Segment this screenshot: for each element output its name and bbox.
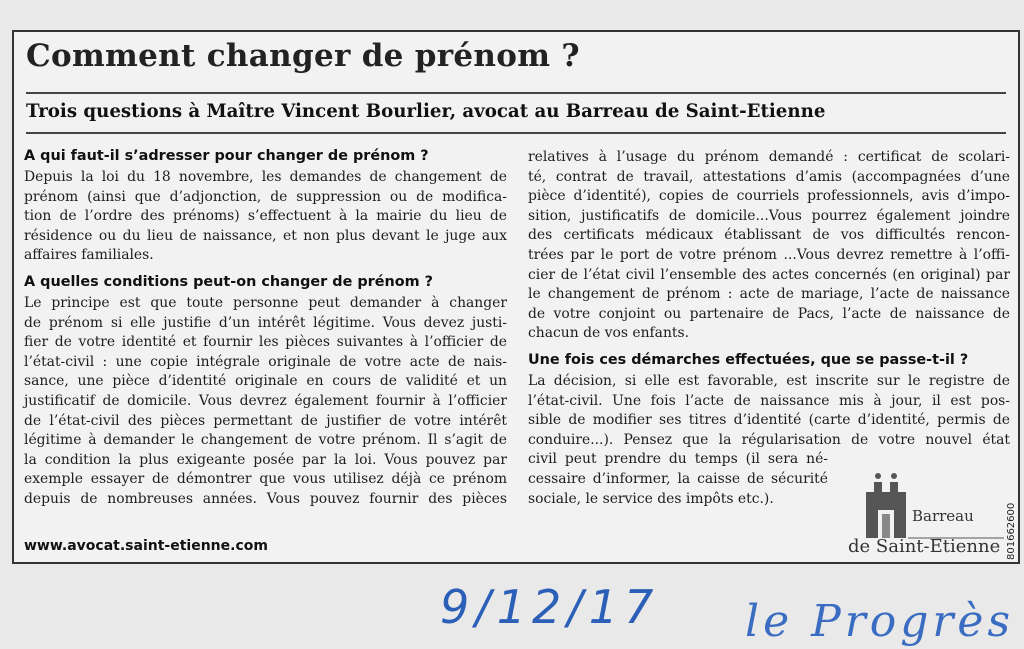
logo-text-city: de Saint-Etienne bbox=[848, 536, 1001, 557]
text-line: résidence ou du lieu de naissance, et non plus devant le juge aux bbox=[24, 227, 507, 244]
text-line: l’état-civil : une copie intégrale originale de votre acte de nais- bbox=[24, 353, 507, 370]
text-line: tion de l’ordre des prénoms) s’effectuent à la mairie du lieu de bbox=[24, 208, 507, 225]
text-line: l’état-civil. Une fois l’acte de naissance mis à jour, il est pos- bbox=[528, 392, 1010, 409]
text-line: depuis de nombreuses années. Vous pouvez fournir des pièces bbox=[24, 490, 507, 507]
text-line: de l’état-civil des pièces permettant de justifier de votre intérêt bbox=[24, 412, 507, 429]
answer-1 bbox=[24, 168, 507, 266]
text-line: prénom (ainsi que d’adjonction, de suppression ou de modifica- bbox=[24, 188, 507, 205]
text-line: sible de modifier ses titres d’identité (carte d’identité, permis de bbox=[528, 412, 1010, 429]
question-3: Une fois ces démarches effectuées, que se passe-t-il ? bbox=[528, 351, 969, 368]
text-line: cier de l’état civil l’ensemble des actes concernés (en original) par bbox=[528, 266, 1010, 283]
text-line: chacun de vos enfants. bbox=[528, 325, 690, 342]
text-line: sance, une pièce d’identité originale en cours de validité et un bbox=[24, 373, 507, 390]
website-link[interactable]: www.avocat.saint-etienne.com bbox=[24, 538, 268, 554]
text-line: cessaire d’informer, la caisse de sécurité bbox=[528, 470, 828, 487]
text-line: Le principe est que toute personne peut demander à changer bbox=[24, 294, 507, 311]
column-left bbox=[24, 146, 507, 516]
text-line: le changement de prénom : acte de mariage, l’acte de naissance bbox=[528, 286, 1010, 303]
text-line: relatives à l’usage du prénom demandé : certificat de scolari- bbox=[528, 149, 1010, 165]
reference-code bbox=[1006, 544, 1017, 560]
text-line: fier de votre identité et fournir les pièces suivantes à l’officier de bbox=[24, 334, 507, 351]
question-2: A quelles conditions peut-on changer de prénom ? bbox=[24, 273, 433, 290]
title-rule bbox=[26, 92, 1006, 94]
answer-2 bbox=[24, 294, 507, 510]
text-line: la condition la plus exigeante posée par la loi. Vous pouvez par bbox=[24, 451, 507, 468]
handwritten-date: 9/12/17 bbox=[440, 580, 660, 634]
text-line: affaires familiales. bbox=[24, 247, 154, 264]
text-line: de prénom si elle justifie d’un intérêt légitime. Vous devez justi- bbox=[24, 314, 507, 331]
text-line: La décision, si elle est favorable, est inscrite sur le registre de bbox=[528, 372, 1010, 389]
text-line: des certificats médicaux établissant de vos difficultés rencon- bbox=[528, 227, 1010, 244]
text-line: sociale, le service des impôts etc.). bbox=[528, 490, 774, 507]
text-line: justificatif de domicile. Vous devrez également fournir à l’officier bbox=[24, 392, 507, 409]
text-line: exemple essayer de démontrer que vous utilisez déjà ce prénom bbox=[24, 471, 507, 488]
text-line: conduire...). Pensez que la régularisation de votre nouvel état bbox=[528, 431, 1010, 448]
text-line: civil peut prendre du temps (il sera né- bbox=[528, 451, 828, 468]
text-line: pièce d’identité), copies de courriels professionnels, avis d’impo- bbox=[528, 188, 1010, 205]
logo-text-barreau: Barreau bbox=[912, 507, 974, 525]
handwritten-source: le Progrès bbox=[745, 596, 1015, 647]
column-right bbox=[528, 148, 1010, 515]
text-line: légitime à demander le changement de votre prénom. Il s’agit de bbox=[24, 432, 507, 449]
text-line: sition, justificatifs de domicile...Vous pourrez également joindre bbox=[528, 207, 1010, 224]
article-title: Comment changer de prénom ? bbox=[26, 38, 580, 74]
answer-2-continued bbox=[528, 148, 1010, 344]
text-line: de votre conjoint ou partenaire de Pacs, l’acte de naissance de bbox=[528, 305, 1010, 322]
question-1: A qui faut-il s’adresser pour changer de prénom ? bbox=[24, 148, 429, 164]
article-subtitle: Trois questions à Maître Vincent Bourlier, avocat au Barreau de Saint-Etienne bbox=[26, 101, 826, 122]
text-line: té, contrat de travail, attestations d’amis (accompagnées d’une bbox=[528, 168, 1010, 185]
subtitle-rule bbox=[26, 132, 1006, 134]
handwritten-annotation bbox=[430, 568, 1020, 648]
text-line: Depuis la loi du 18 novembre, les demandes de changement de bbox=[24, 169, 507, 185]
text-line: trées par le port de votre prénom ...Vous devrez remettre à l’offi- bbox=[528, 246, 1010, 263]
